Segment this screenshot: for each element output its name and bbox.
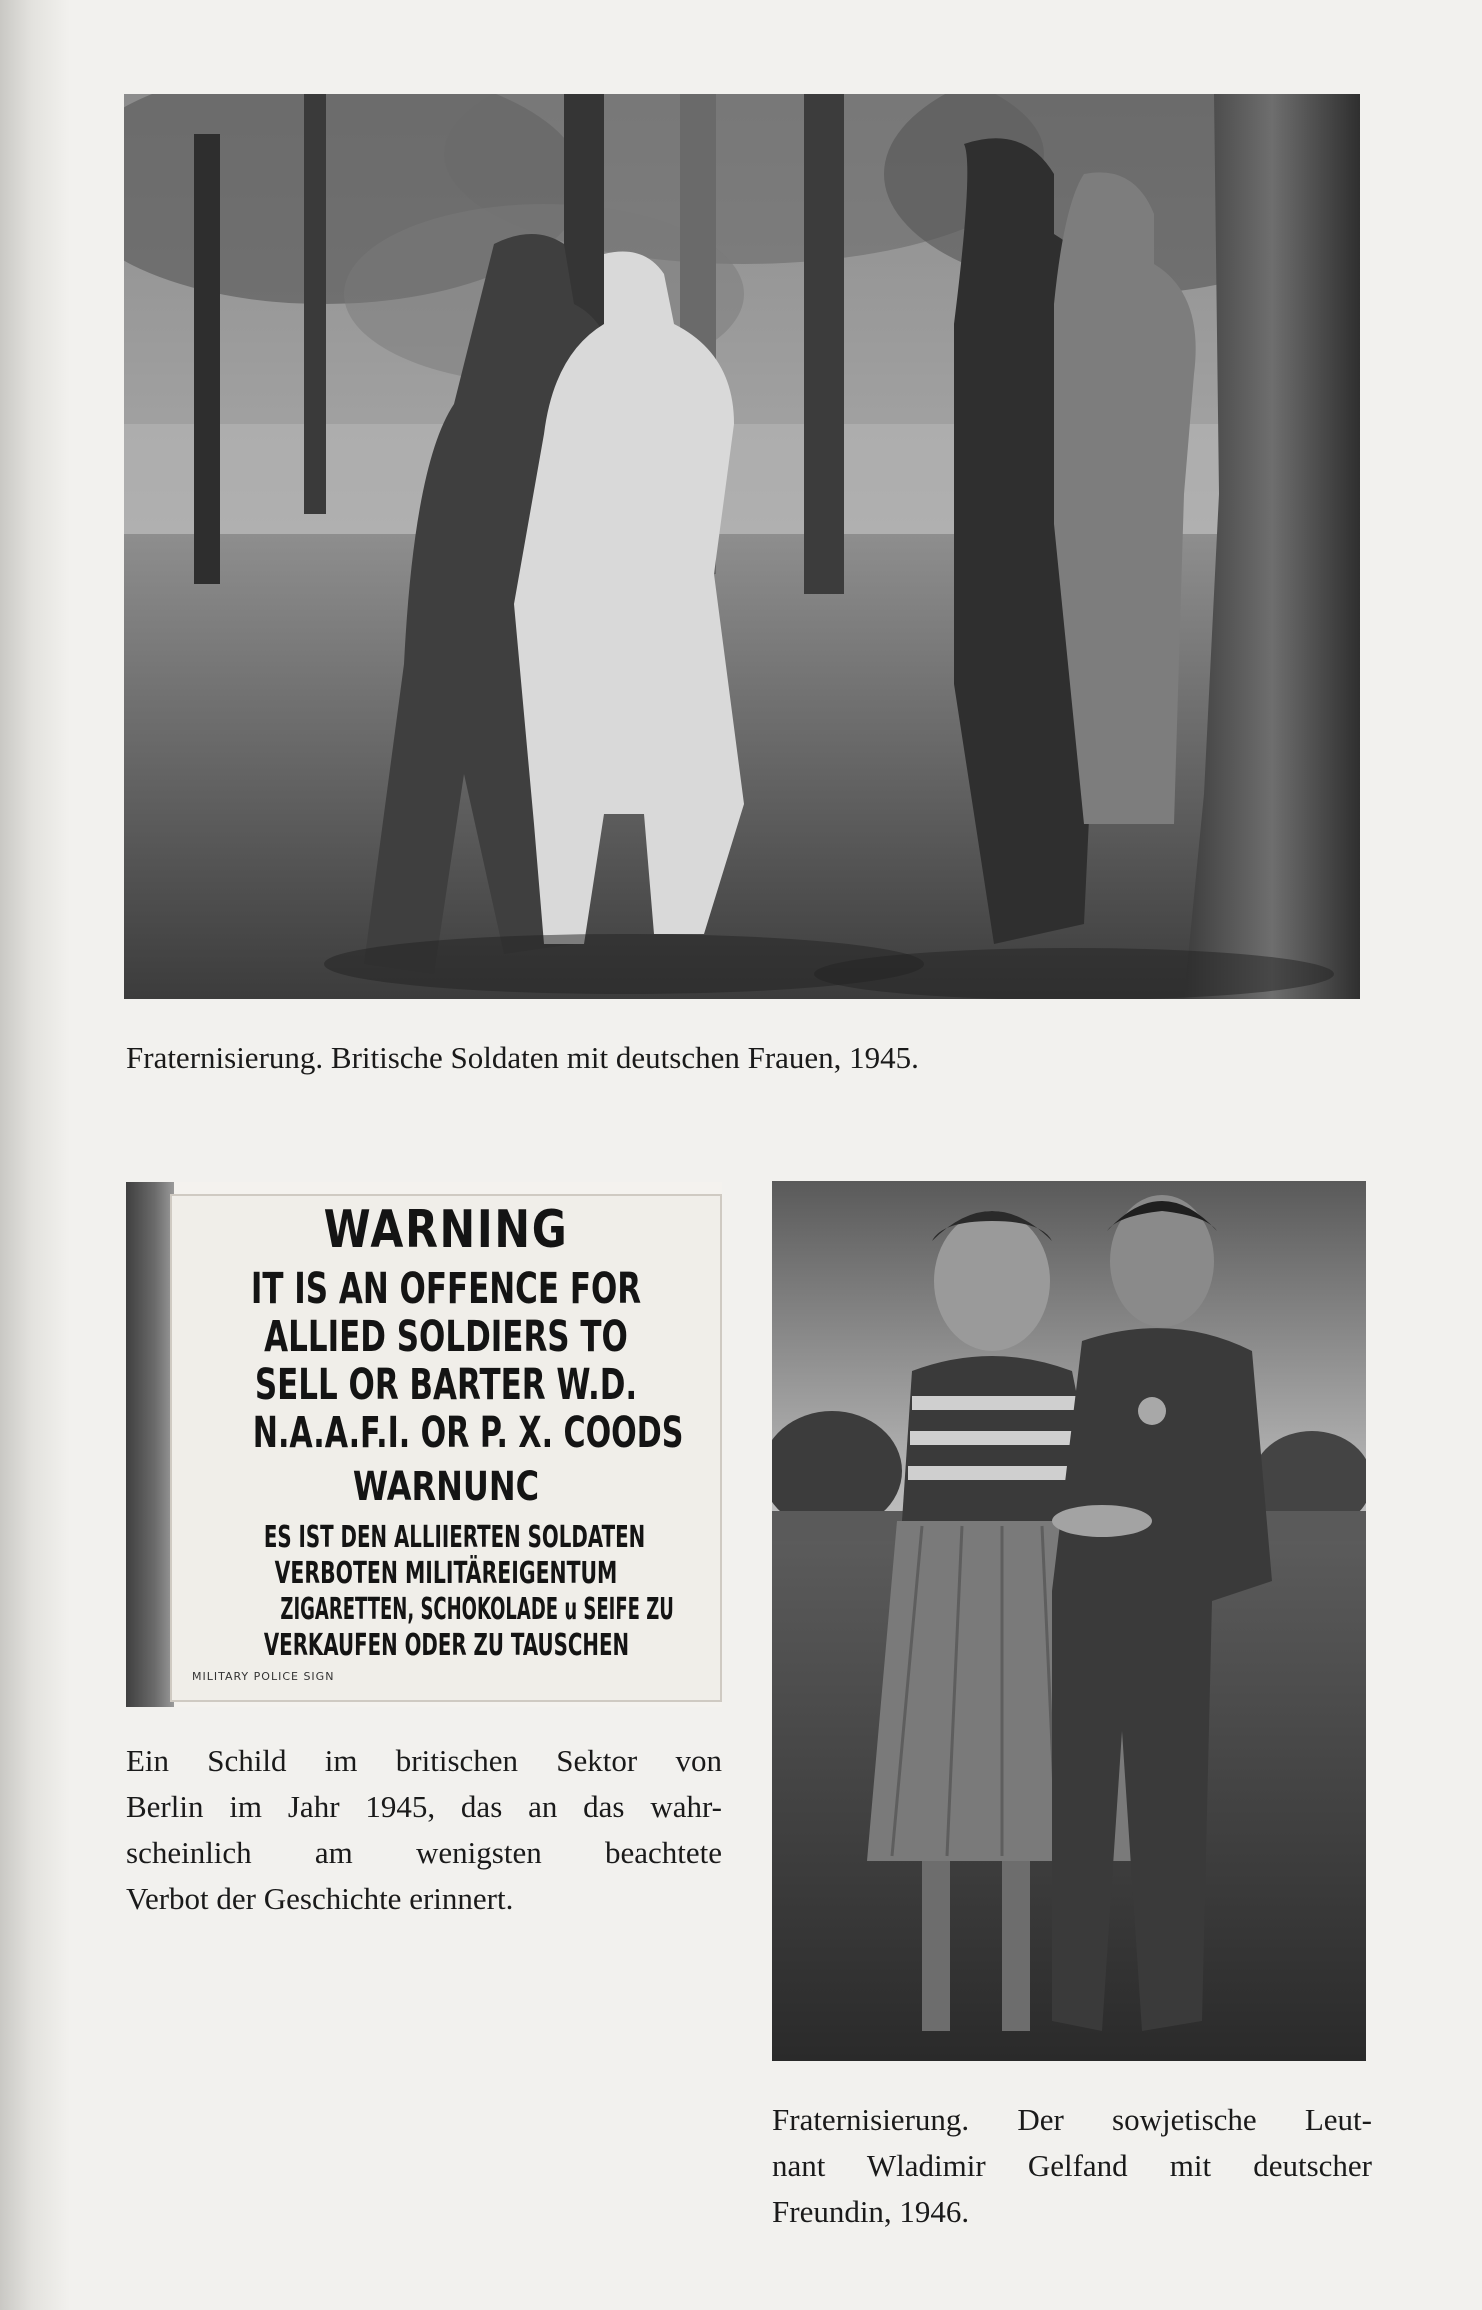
sign-footer: MILITARY POLICE SIGN <box>192 1670 335 1683</box>
sign-line: VERBOTEN MILITÄREIGENTUM <box>274 1556 618 1591</box>
sign-line: ALLIED SOLDIERS TO <box>264 1312 628 1362</box>
sign-german-heading: WARNUNC <box>352 1464 540 1510</box>
sign-line: IT IS AN OFFENCE FOR <box>250 1264 642 1314</box>
sign-line: SELL OR BARTER W.D. <box>254 1360 638 1410</box>
sign-line: N.A.A.F.I. OR P. X. COODS <box>252 1408 684 1458</box>
warning-sign-board <box>170 1194 722 1702</box>
caption-line: Berlin im Jahr 1945, das an das wahr- <box>126 1789 722 1824</box>
page-edge-shadow <box>0 0 70 2310</box>
photo-british-soldiers-image <box>124 94 1360 999</box>
caption-line: Freundin, 1946. <box>772 2194 970 2229</box>
photo-british-soldiers <box>124 94 1360 999</box>
caption-line: Verbot der Geschichte erinnert. <box>126 1881 514 1916</box>
photo-gelfand-couple-image <box>772 1181 1366 2061</box>
sign-line: ZIGARETTEN, SCHOKOLADE u SEIFE ZU <box>280 1592 674 1627</box>
caption-line: Fraternisierung. Der sowjetische Leut- <box>772 2102 1372 2137</box>
caption-line: nant Wladimir Gelfand mit deutscher <box>772 2148 1372 2183</box>
sign-background-building <box>126 1182 174 1707</box>
caption-british-soldiers: Fraternisierung. Britische Soldaten mit deutschen Frauen, 1945. <box>126 1040 919 1075</box>
sign-heading: WARNING <box>323 1200 569 1260</box>
caption-line: scheinlich am wenigsten beachtete <box>126 1835 722 1870</box>
photo-gelfand-couple <box>772 1181 1366 2061</box>
caption-line: Ein Schild im britischen Sektor von <box>126 1743 722 1778</box>
caption-warning-sign <box>126 1738 722 1922</box>
sign-line: ES IST DEN ALLIIERTEN SOLDATEN <box>263 1520 646 1555</box>
photo-warning-sign <box>126 1182 722 1707</box>
caption-gelfand-couple <box>772 2097 1372 2235</box>
sign-line: VERKAUFEN ODER ZU TAUSCHEN <box>263 1628 630 1663</box>
